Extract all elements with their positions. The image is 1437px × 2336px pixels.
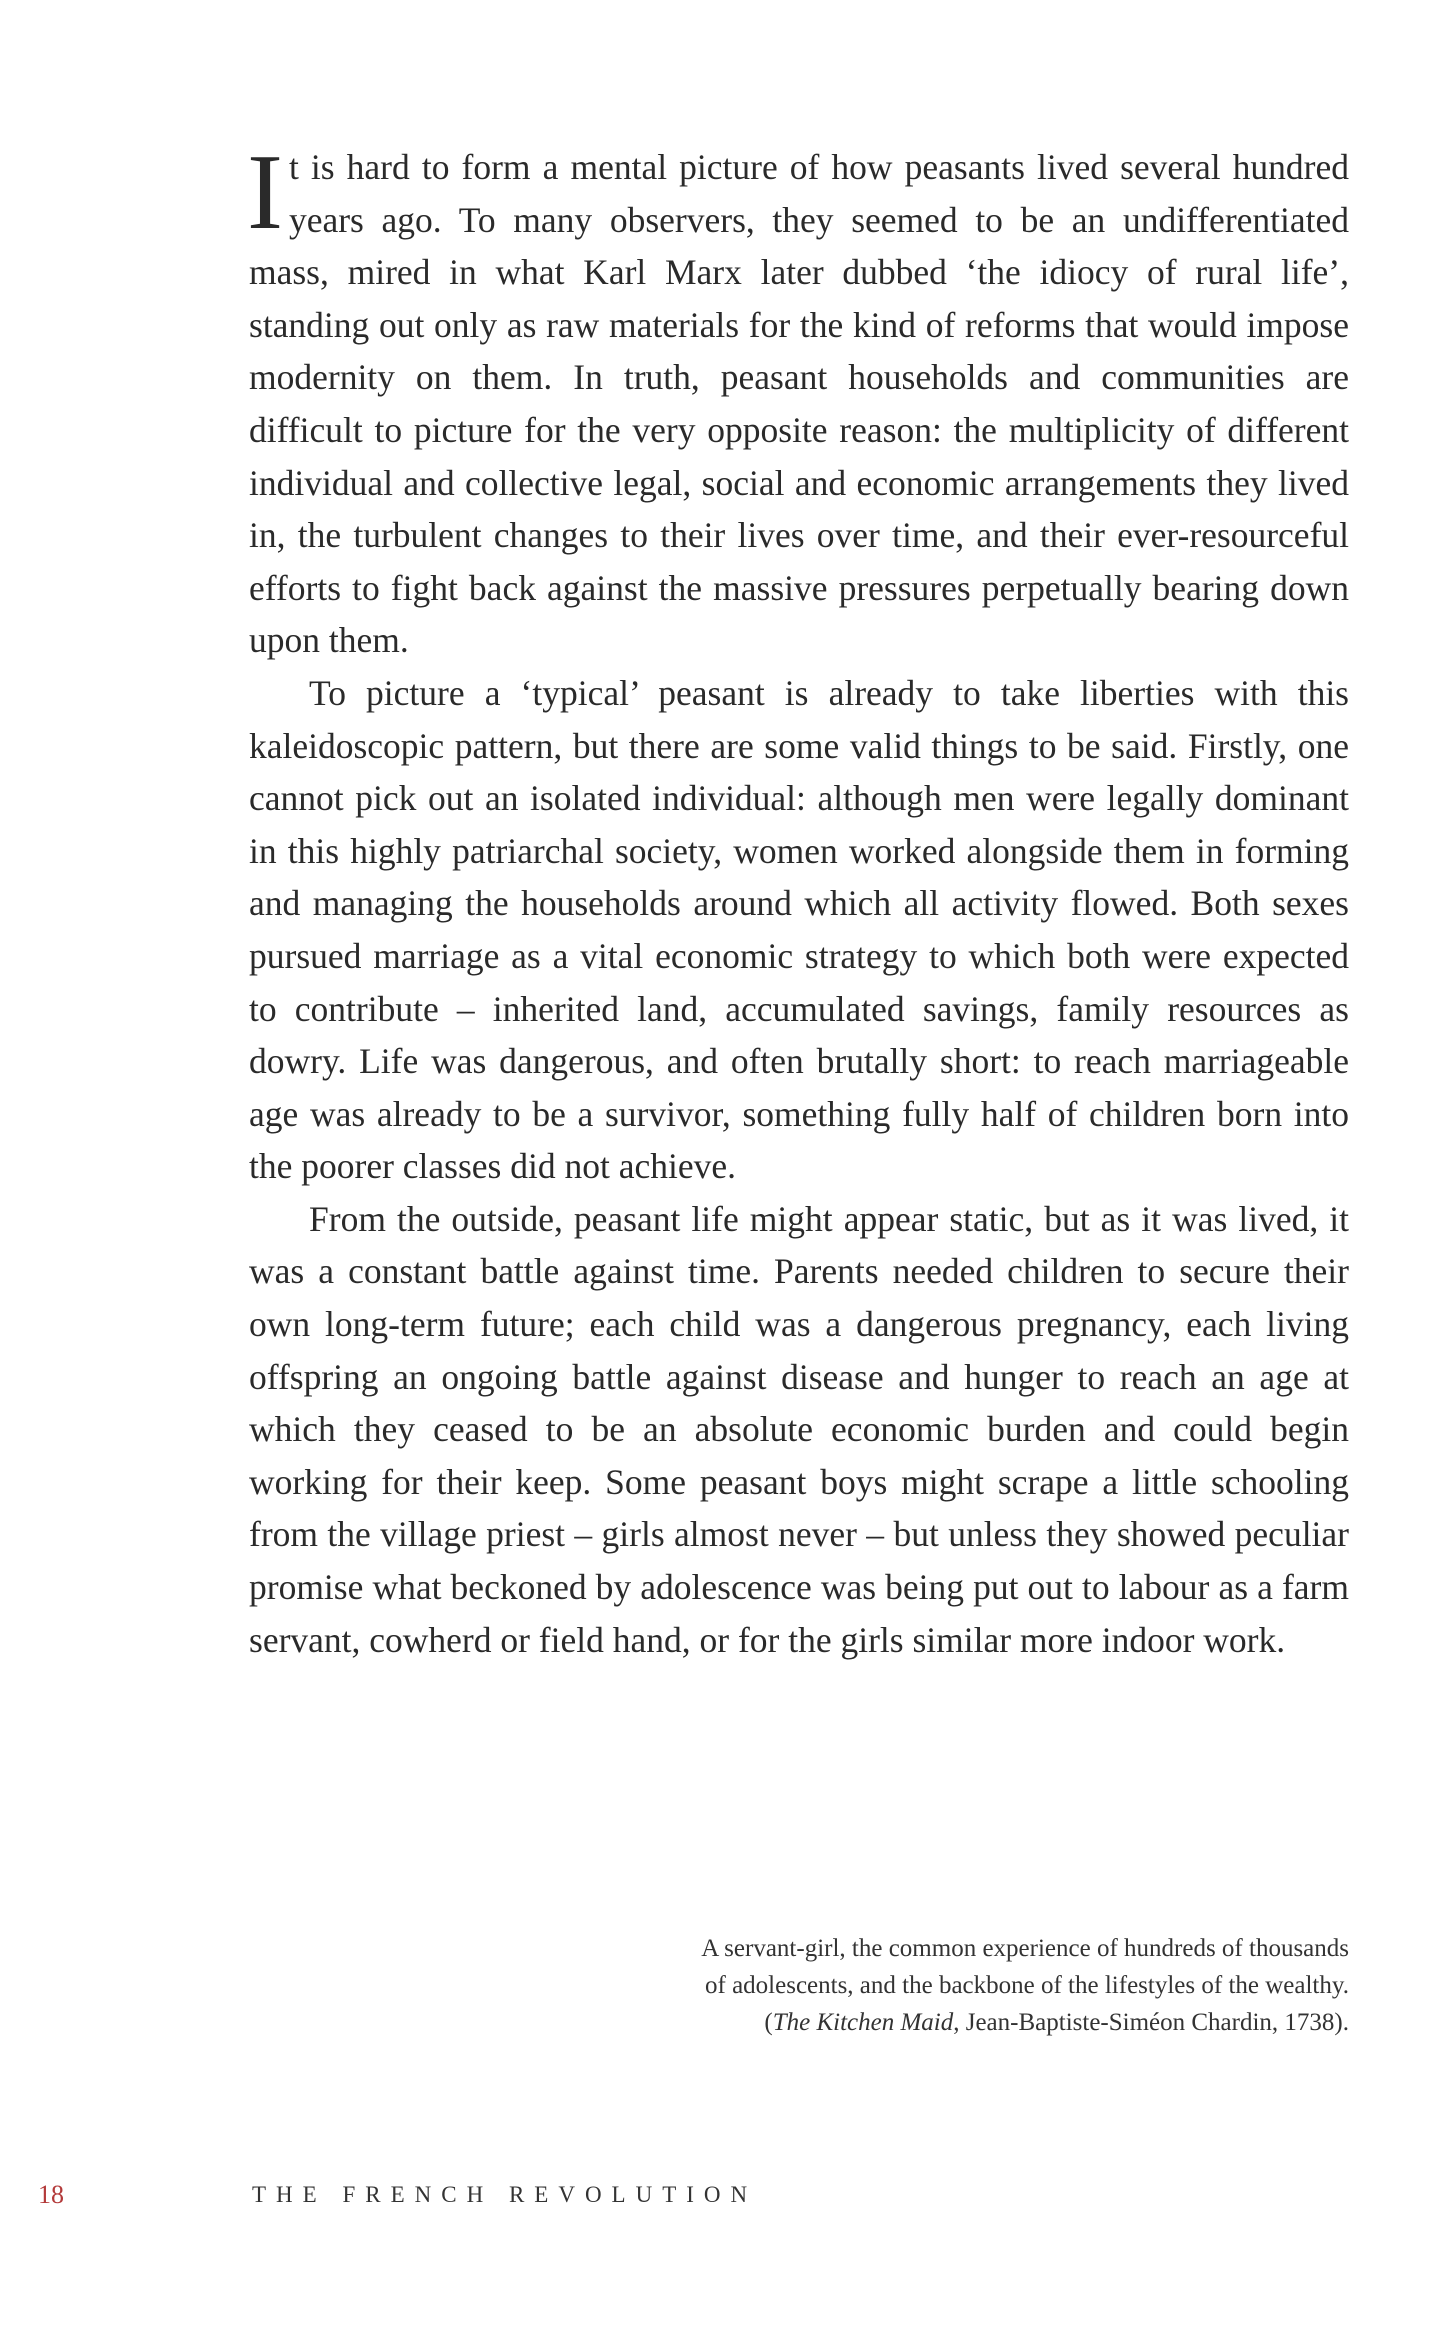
caption-line-3 [409, 2004, 1349, 2041]
body-text [247, 133, 1349, 1666]
image-caption [409, 1930, 1349, 2041]
paragraph-1-text: t is hard to form a mental picture of how peasants lived several hundred years ago. To many observers, they seemed to be an undifferentiated mass, mired in what Karl Marx later dubbed ‘the idiocy of rural life’, standing out only as raw materials for the kind of reforms that would impose modernity on them. In truth, peasant households and communities are difficult to picture for the very opposite reason: the multiplicity of different individual and collective legal, social and economic arrangements they lived in, the turbulent changes to their lives over time, and their ever-resourceful efforts to fight back against the massive pressures perpetually bearing down upon them. [249, 147, 1349, 661]
paragraph-2: To picture a ‘typical’ peasant is already to take liberties with this kaleidoscopic pattern, but there are some valid things to be said. Firstly, one cannot pick out an isolated individual: although men were legally dominant in this highly patriarchal society, women worked alongside them in forming and managing the households around which all activity flowed. Both sexes pursued marriage as a vital economic strategy to which both were expected to contribute – inherited land, accumulated savings, family resources as dowry. Life was dangerous, and often brutally short: to reach marriageable age was already to be a survivor, something fully half of children born into the poorer classes did not achieve. [249, 672, 1349, 1187]
caption-line-1: A servant-girl, the common experience of hundreds of thousands [701, 1935, 1349, 1962]
caption-open-paren: ( [764, 2009, 773, 2036]
running-title: THE FRENCH REVOLUTION [252, 2182, 758, 2207]
page-number: 18 [38, 2180, 64, 2209]
paragraph-3: From the outside, peasant life might appear static, but as it was lived, it was a constant battle against time. Parents needed children to secure their own long-term future; each child was a dangerous pregnancy, each living offspring an ongoing battle against disease and hunger to reach an age at which they ceased to be an absolute economic burden and could begin working for their keep. Some peasant boys might scrape a little schooling from the village priest – girls almost never – but unless they showed peculiar promise what beckoned by adolescence was being put out to labour as a farm servant, cowherd or field hand, or for the girls similar more indoor work. [249, 1198, 1349, 1660]
caption-line-2: of adolescents, and the backbone of the lifestyles of the wealthy. [705, 1972, 1349, 1999]
caption-artwork-credit: , Jean-Baptiste-Siméon Chardin, 1738). [953, 2009, 1349, 2036]
paragraph-1 [247, 133, 1349, 667]
caption-artwork-title: The Kitchen Maid [772, 2009, 954, 2036]
drop-cap: I [247, 133, 283, 252]
